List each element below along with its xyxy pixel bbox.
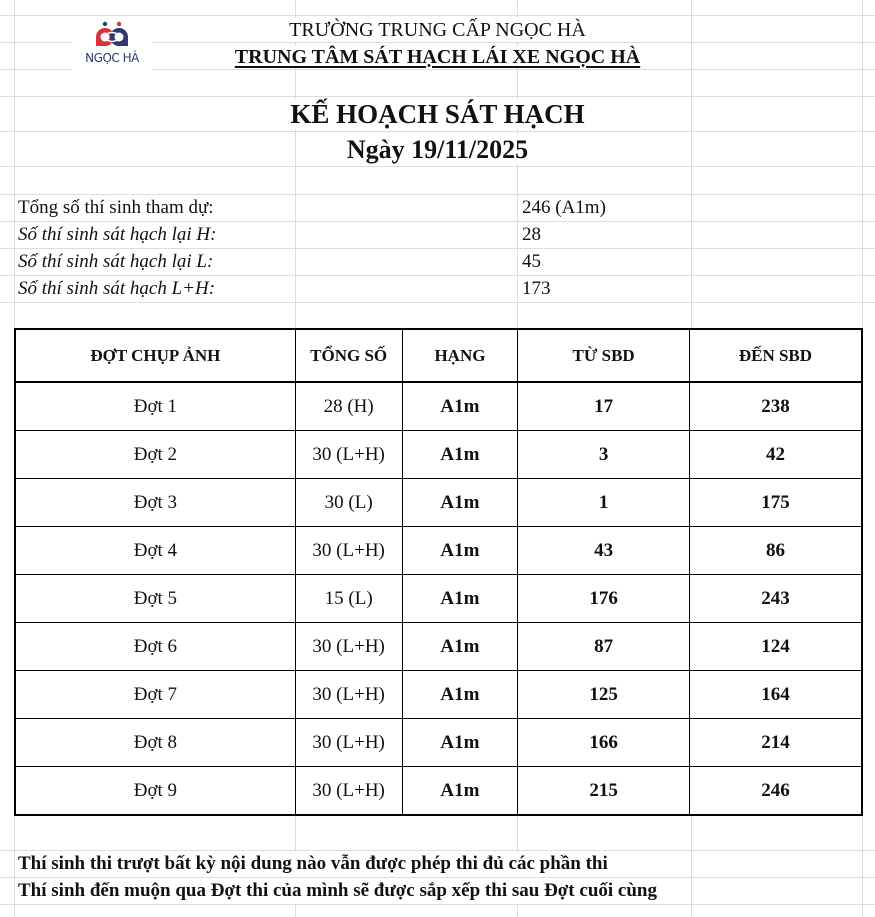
column-header-to-sbd: ĐẾN SBD [689, 329, 862, 382]
table-row [15, 479, 862, 527]
cell-to-sbd: 214 [689, 719, 862, 767]
school-name [200, 18, 675, 42]
column-header-from-sbd: TỪ SBD [518, 329, 690, 382]
gridline [0, 131, 875, 132]
page-title-text: KẾ HOẠCH SÁT HẠCH [286, 99, 588, 129]
cell-batch: Đợt 3 [15, 479, 295, 527]
summary-label-retest-h: Số thí sinh sát hạch lại H: [18, 222, 220, 248]
cell-total: 30 (L+H) [295, 431, 402, 479]
cell-class: A1m [402, 527, 518, 575]
cell-total: 30 (L+H) [295, 767, 402, 816]
cell-from-sbd: 166 [518, 719, 690, 767]
table-row [15, 767, 862, 816]
cell-from-sbd: 87 [518, 623, 690, 671]
column-header-class: HẠNG [402, 329, 518, 382]
cell-total: 30 (L+H) [295, 527, 402, 575]
cell-batch: Đợt 1 [15, 382, 295, 431]
cell-total: 30 (L+H) [295, 623, 402, 671]
table-row [15, 575, 862, 623]
cell-batch: Đợt 7 [15, 671, 295, 719]
center-name [200, 45, 675, 69]
cell-total: 30 (L) [295, 479, 402, 527]
cell-batch: Đợt 4 [15, 527, 295, 575]
cell-from-sbd: 125 [518, 671, 690, 719]
cell-class: A1m [402, 623, 518, 671]
cell-to-sbd: 86 [689, 527, 862, 575]
school-name-text: TRƯỜNG TRUNG CẤP NGỌC HÀ [289, 19, 586, 41]
gridline [0, 96, 875, 97]
cell-class: A1m [402, 719, 518, 767]
cell-from-sbd: 43 [518, 527, 690, 575]
plan-date [150, 134, 725, 166]
cell-from-sbd: 17 [518, 382, 690, 431]
cell-batch: Đợt 2 [15, 431, 295, 479]
gridline [0, 302, 875, 303]
cell-class: A1m [402, 479, 518, 527]
cell-total: 30 (L+H) [295, 671, 402, 719]
cell-total: 15 (L) [295, 575, 402, 623]
school-logo [72, 20, 152, 70]
column-header-total: TỔNG SỐ [295, 329, 402, 382]
table-row [15, 671, 862, 719]
cell-from-sbd: 176 [518, 575, 690, 623]
table-row [15, 431, 862, 479]
summary-value-total: 246 (A1m) [522, 195, 610, 221]
center-name-text: TRUNG TÂM SÁT HẠCH LÁI XE NGỌC HÀ [234, 46, 641, 68]
cell-batch: Đợt 9 [15, 767, 295, 816]
note-late-arrival: Thí sinh đến muộn qua Đợt thi của mình sẽ được sắp xếp thi sau Đợt cuối cùng [18, 878, 661, 904]
table-row [15, 527, 862, 575]
cell-total: 28 (H) [295, 382, 402, 431]
summary-value-retest-lh: 173 [522, 276, 555, 302]
cell-to-sbd: 42 [689, 431, 862, 479]
cell-total: 30 (L+H) [295, 719, 402, 767]
cell-class: A1m [402, 767, 518, 816]
cell-batch: Đợt 6 [15, 623, 295, 671]
summary-label-retest-lh: Số thí sinh sát hạch L+H: [18, 276, 219, 302]
cell-to-sbd: 164 [689, 671, 862, 719]
cell-to-sbd: 246 [689, 767, 862, 816]
cell-class: A1m [402, 671, 518, 719]
summary-value-retest-h: 28 [522, 222, 545, 248]
table-header-row [15, 329, 862, 382]
cell-class: A1m [402, 575, 518, 623]
plan-date-text: Ngày 19/11/2025 [343, 135, 532, 164]
table-row [15, 623, 862, 671]
cell-batch: Đợt 8 [15, 719, 295, 767]
exam-schedule-table [14, 328, 863, 816]
cell-from-sbd: 215 [518, 767, 690, 816]
gridline [0, 904, 875, 905]
cell-batch: Đợt 5 [15, 575, 295, 623]
cell-from-sbd: 1 [518, 479, 690, 527]
gridline [0, 15, 875, 16]
cell-from-sbd: 3 [518, 431, 690, 479]
summary-value-retest-l: 45 [522, 249, 545, 275]
note-retake: Thí sinh thi trượt bất kỳ nội dung nào vẫn được phép thi đủ các phần thi [18, 851, 612, 877]
logo-text: NGỌC HÀ [85, 51, 139, 65]
summary-label-retest-l: Số thí sinh sát hạch lại L: [18, 249, 217, 275]
cell-to-sbd: 243 [689, 575, 862, 623]
gridline [0, 166, 875, 167]
cell-to-sbd: 238 [689, 382, 862, 431]
cell-class: A1m [402, 382, 518, 431]
column-header-batch: ĐỢT CHỤP ẢNH [15, 329, 295, 382]
cell-to-sbd: 175 [689, 479, 862, 527]
ngoc-ha-logo-icon [90, 20, 134, 50]
summary-label-total: Tổng số thí sinh tham dự: [18, 195, 218, 221]
table-row [15, 382, 862, 431]
table-row [15, 719, 862, 767]
cell-to-sbd: 124 [689, 623, 862, 671]
page-title [150, 98, 725, 130]
cell-class: A1m [402, 431, 518, 479]
